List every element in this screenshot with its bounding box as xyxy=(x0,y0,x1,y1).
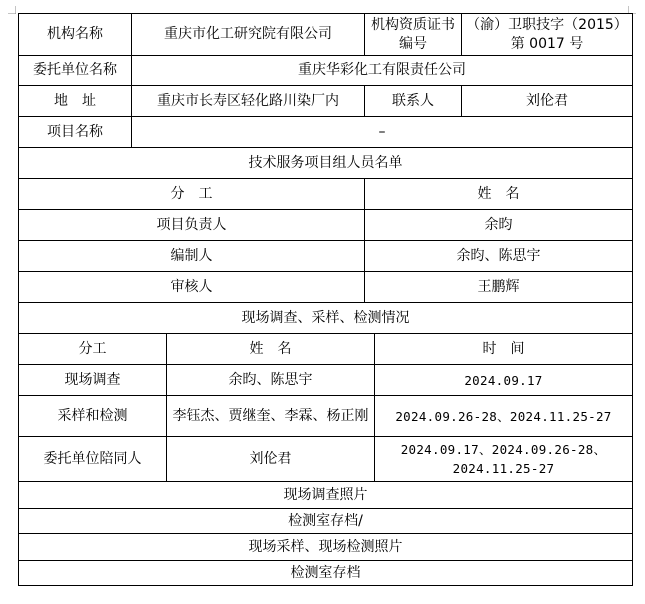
org-cert-label: 机构资质证书编号 xyxy=(364,13,461,55)
address-value: 重庆市长寿区轻化路川染厂内 xyxy=(131,85,364,116)
sampling-photos-value: 检测室存档 xyxy=(18,560,633,586)
survey-col-role: 分工 xyxy=(18,333,166,364)
survey-col-time: 时 间 xyxy=(374,333,633,364)
org-cert-value: （渝）卫职技字（2015）第 0017 号 xyxy=(461,13,633,55)
survey-title: 现场调查、采样、检测情况 xyxy=(18,302,633,333)
team-col-role: 分 工 xyxy=(18,178,364,209)
address-label: 地 址 xyxy=(18,85,131,116)
contact-value: 刘伦君 xyxy=(461,85,633,116)
project-value: – xyxy=(131,116,633,147)
survey-name-cell: 余昀、陈思宇 xyxy=(166,364,374,395)
client-value: 重庆华彩化工有限责任公司 xyxy=(131,55,633,85)
team-role-cell: 审核人 xyxy=(18,271,364,302)
team-col-name: 姓 名 xyxy=(364,178,633,209)
team-name-cell: 王鹏辉 xyxy=(364,271,633,302)
survey-role-cell: 现场调查 xyxy=(18,364,166,395)
survey-name-cell: 刘伦君 xyxy=(166,436,374,481)
project-label: 项目名称 xyxy=(18,116,131,147)
team-title: 技术服务项目组人员名单 xyxy=(18,147,633,178)
team-role-cell: 项目负责人 xyxy=(18,209,364,240)
sampling-photos-title: 现场采样、现场检测照片 xyxy=(18,533,633,560)
survey-photos-title: 现场调查照片 xyxy=(18,481,633,508)
survey-time-cell: 2024.09.26-28、2024.11.25-27 xyxy=(374,395,633,436)
survey-time-cell: 2024.09.17、2024.09.26-28、2024.11.25-27 xyxy=(374,436,633,481)
team-name-cell: 余昀、陈思宇 xyxy=(364,240,633,271)
survey-name-cell: 李钰杰、贾继奎、李霖、杨正刚 xyxy=(166,395,374,436)
org-name-label: 机构名称 xyxy=(18,13,131,55)
survey-role-cell: 采样和检测 xyxy=(18,395,166,436)
survey-time-cell: 2024.09.17 xyxy=(374,364,633,395)
contact-label: 联系人 xyxy=(364,85,461,116)
survey-photos-value: 检测室存档/ xyxy=(18,508,633,533)
team-role-cell: 编制人 xyxy=(18,240,364,271)
corner-mark-top-left xyxy=(8,6,16,14)
client-label: 委托单位名称 xyxy=(18,55,131,85)
survey-role-cell: 委托单位陪同人 xyxy=(18,436,166,481)
survey-col-name: 姓 名 xyxy=(166,333,374,364)
team-name-cell: 余昀 xyxy=(364,209,633,240)
org-name-value: 重庆市化工研究院有限公司 xyxy=(131,13,364,55)
